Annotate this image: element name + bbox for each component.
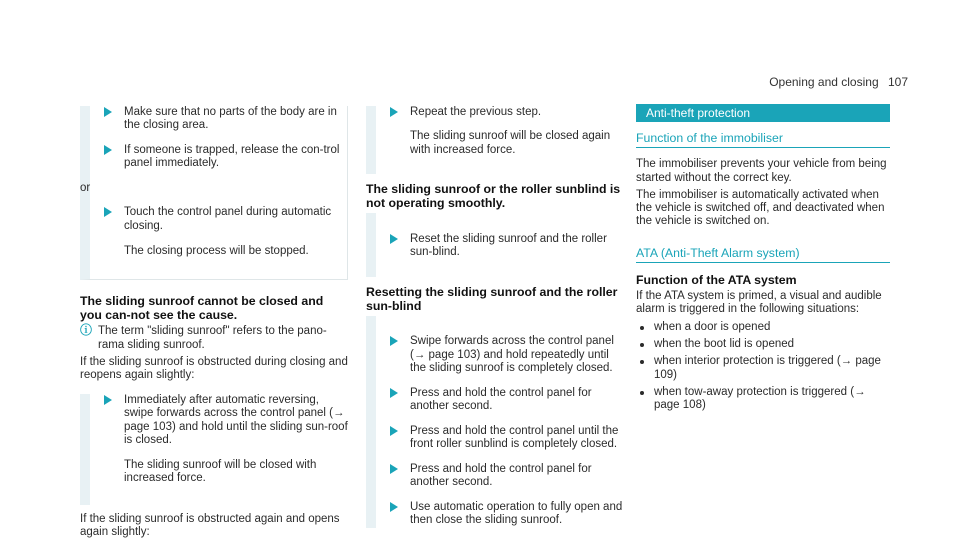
column-3 [636,104,890,416]
instruction-box-5 [366,316,624,528]
subheading: Function of the ATA system [636,273,797,288]
section-title: Opening and closing [769,75,879,89]
step [98,144,347,171]
play-arrow-icon [390,336,398,346]
paragraph: The immobiliser is automatically activated when the vehicle is switched off, and deactivated when the vehicle is switched on. [636,188,885,228]
list-item [636,386,890,413]
or-label: or [80,181,91,194]
play-arrow-icon [390,107,398,117]
instruction-box-2 [80,394,348,505]
step [384,106,624,157]
note [80,325,348,352]
step-text: Reset the sliding sunroof and the roller sun-blind. [410,232,607,259]
step [98,394,348,485]
instruction-box-4 [366,213,624,277]
paragraph: If the sliding sunroof is obstructed again and opens again slightly: [80,512,340,539]
bullet-dot-icon [640,391,644,395]
step [384,335,624,375]
chapter-title-bar: Anti-theft protection [636,104,890,122]
list-item [636,355,890,382]
subheading: Resetting the sliding sunroof and the roller sun-blind [366,284,618,313]
step [384,233,624,260]
step [98,106,347,133]
section-heading: ATA (Anti-Theft Alarm system) [636,247,890,263]
page-header [769,76,908,89]
bullet-dot-icon [640,343,644,347]
step [384,501,624,528]
step-text: Immediately after automatic reversing, swipe forwards across the control panel (→ page 103) and hold until the sliding sun-roof is closed. [124,394,348,446]
bullet-dot-icon [640,360,644,364]
step-result: The closing process will be stopped. [124,244,309,257]
step-text: Use automatic operation to fully open and then close the sliding sunroof. [410,501,623,527]
paragraph: If the ATA system is primed, a visual and audible alarm is triggered in the following situations: [636,290,882,316]
play-arrow-icon [390,234,398,244]
column-2 [366,94,624,539]
step [384,425,624,452]
step-text: Press and hold the control panel for another second. [410,386,592,413]
play-arrow-icon [390,426,398,436]
step-text: Repeat the previous step. [410,105,542,118]
list-item [636,321,890,334]
bullet-dot-icon [640,326,644,330]
play-arrow-icon [104,107,112,117]
step-result: The sliding sunroof will be closed with increased force. [124,458,317,485]
step-text: Swipe forwards across the control panel (→ page 103) and hold repeatedly until the sliding sunroof is completely closed. [410,335,614,375]
step-text: If someone is trapped, release the con-trol panel immediately. [124,143,340,169]
info-icon: ⓘ [80,323,93,338]
list-item-text: when a door is opened [654,320,771,333]
step-text: Make sure that no parts of the body are in the closing area. [124,105,337,131]
paragraph: If the sliding sunroof is obstructed during closing and reopens again slightly: [80,355,348,382]
step-result: The sliding sunroof will be closed again with increased force. [410,130,611,156]
play-arrow-icon [104,395,112,405]
play-arrow-icon [390,502,398,512]
list-item-text: when interior protection is triggered (→ page 109) [654,355,881,381]
list-item-text: when tow-away protection is triggered (→ page 108) [654,385,866,412]
step-text: Touch the control panel during automatic closing. [124,206,332,232]
step [384,387,624,414]
step-text: Press and hold the control panel until the front roller sunblind is completely closed. [410,424,619,451]
play-arrow-icon [104,145,112,155]
column-1 [80,94,348,539]
step-text: Press and hold the control panel for another second. [410,463,592,489]
play-arrow-icon [390,388,398,398]
list-item [636,338,890,351]
subheading: The sliding sunroof cannot be closed and you can-not see the cause. [80,294,324,323]
list-item-text: when the boot lid is opened [654,337,795,350]
paragraph: The immobiliser prevents your vehicle from being started without the correct key. [636,158,887,184]
instruction-box-1 [80,106,348,281]
section-heading: Function of the immobiliser [636,132,890,148]
play-arrow-icon [390,464,398,474]
note-text: The term "sliding sunroof" refers to the pano-rama sliding sunroof. [98,325,327,351]
subheading: The sliding sunroof or the roller sunblind is not operating smoothly. [366,182,621,211]
instruction-box-3 [366,106,624,175]
play-arrow-icon [104,207,112,217]
step [384,463,624,490]
step [98,206,347,257]
page-number: 107 [887,75,908,89]
